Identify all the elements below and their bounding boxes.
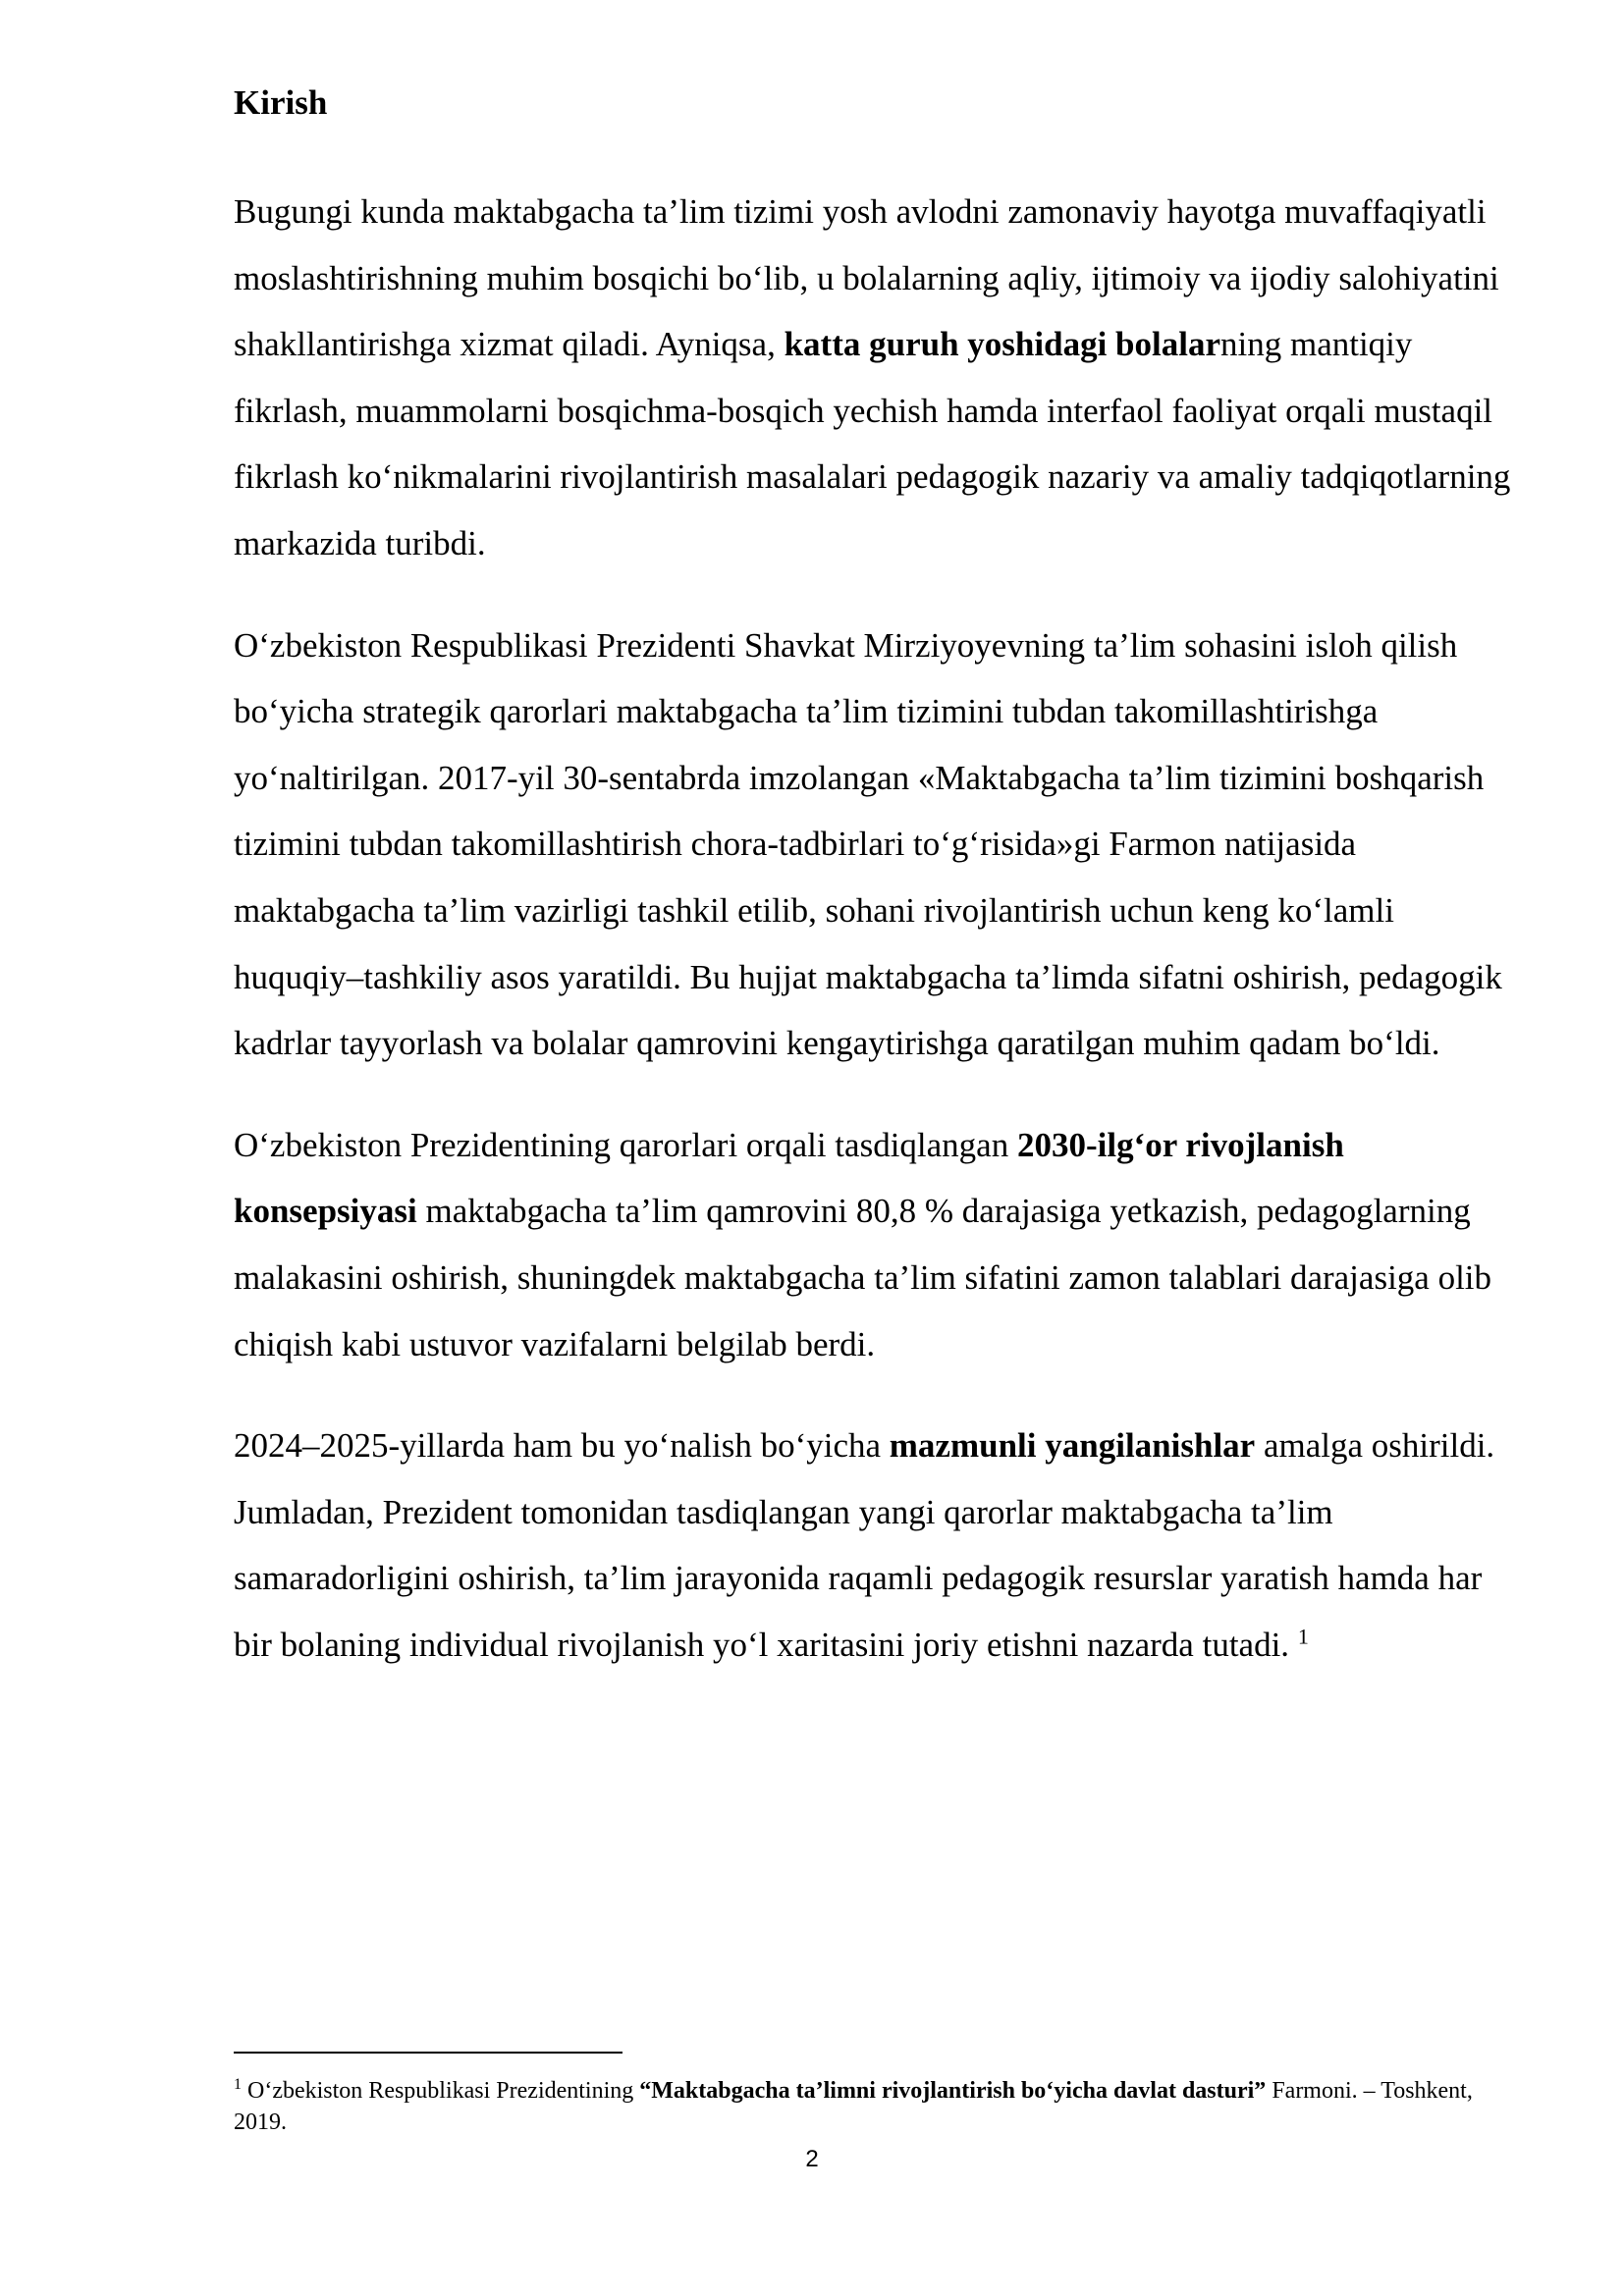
footnote-reference[interactable]: 1 xyxy=(1297,1624,1309,1649)
paragraph-4-text-a: 2024–2025-yillarda ham bu yo‘nalish bo‘yicha xyxy=(234,1426,890,1466)
paragraph-1-bold: katta guruh yoshidagi bolalar xyxy=(784,325,1220,364)
footnote-text-b: Farmoni. – Toshkent, 2019. xyxy=(234,2078,1473,2135)
section-heading: Kirish xyxy=(234,83,328,122)
paragraph-1 xyxy=(234,179,1520,577)
paragraph-3 xyxy=(234,1112,1520,1377)
paragraph-4 xyxy=(234,1413,1520,1678)
paragraph-1-text-b: ning mantiqiy fikrlash, muammolarni bosqichma-bosqich yechish hamda interfaol faoliyat orqali mustaqil fikrlash ko‘nikmalarini rivojlantirish masalalari pedagogik nazariy va amaliy tadqiqotlarning markazida turibdi. xyxy=(234,325,1511,562)
footnote-marker: 1 xyxy=(234,2076,242,2093)
paragraph-1-text-a: Bugungi kunda maktabgacha ta’lim tizimi yosh avlodni zamonaviy hayotga muvaffaqiyatli moslashtirishning muhim bosqichi bo‘lib, u bolalarning aqliy, ijtimoiy va ijodiy salohiyatini shakllantirishga xizmat qiladi. Ayniqsa, xyxy=(234,192,1499,364)
paragraph-4-text-b: amalga oshirildi. Jumladan, Prezident tomonidan tasdiqlangan yangi qarorlar maktabgacha ta’lim samaradorligini oshirish, ta’lim jarayonida raqamli pedagogik resurslar yaratish hamda har bir bolaning individual rivojlanish yo‘l xaritasini joriy etishni nazarda tutadi. xyxy=(234,1426,1495,1664)
paragraph-3-text-a: O‘zbekiston Prezidentining qarorlari orqali tasdiqlangan xyxy=(234,1125,1017,1164)
paragraph-3-bold: 2030-ilg‘or rivojlanish konsepsiyasi xyxy=(234,1125,1344,1231)
page-number: 2 xyxy=(805,2146,819,2172)
footnote xyxy=(234,2069,1530,2138)
page-body xyxy=(234,79,1520,1713)
paragraph-4-bold: mazmunli yangilanishlar xyxy=(889,1426,1256,1466)
paragraph-3-text-b: maktabgacha ta’lim qamrovini 80,8 % darajasiga yetkazish, pedagoglarning malakasini oshirish, shuningdek maktabgacha ta’lim sifatini zamon talablari darajasiga olib chiqish kabi ustuvor vazifalarni belgilab berdi. xyxy=(234,1192,1492,1363)
footnote-separator xyxy=(234,2052,623,2054)
footnote-bold-title: “Maktabgacha ta’limni rivojlantirish bo‘yicha davlat dasturi” xyxy=(639,2078,1267,2104)
footnote-text-a: O‘zbekiston Respublikasi Prezidentining xyxy=(242,2078,640,2104)
paragraph-2: O‘zbekiston Respublikasi Prezidenti Shavkat Mirziyoyevning ta’lim sohasini isloh qilish bo‘yicha strategik qarorlari maktabgacha ta’lim tizimini tubdan takomillashtirishga yo‘naltirilgan. 2017-yil 30-sentabrda imzolangan «Maktabgacha ta’lim tizimini boshqarish tizimini tubdan takomillashtirish chora-tadbirlari to‘g‘risida»gi Farmon natijasida maktabgacha ta’lim vazirligi tashkil etilib, sohani rivojlantirish uchun keng ko‘lamli huquqiy–tashkiliy asos yaratildi. Bu hujjat maktabgacha ta’limda sifatni oshirish, pedagogik kadrlar tayyorlash va bolalar qamrovini kengaytirishga qaratilgan muhim qadam bo‘ldi. xyxy=(234,625,1502,1063)
